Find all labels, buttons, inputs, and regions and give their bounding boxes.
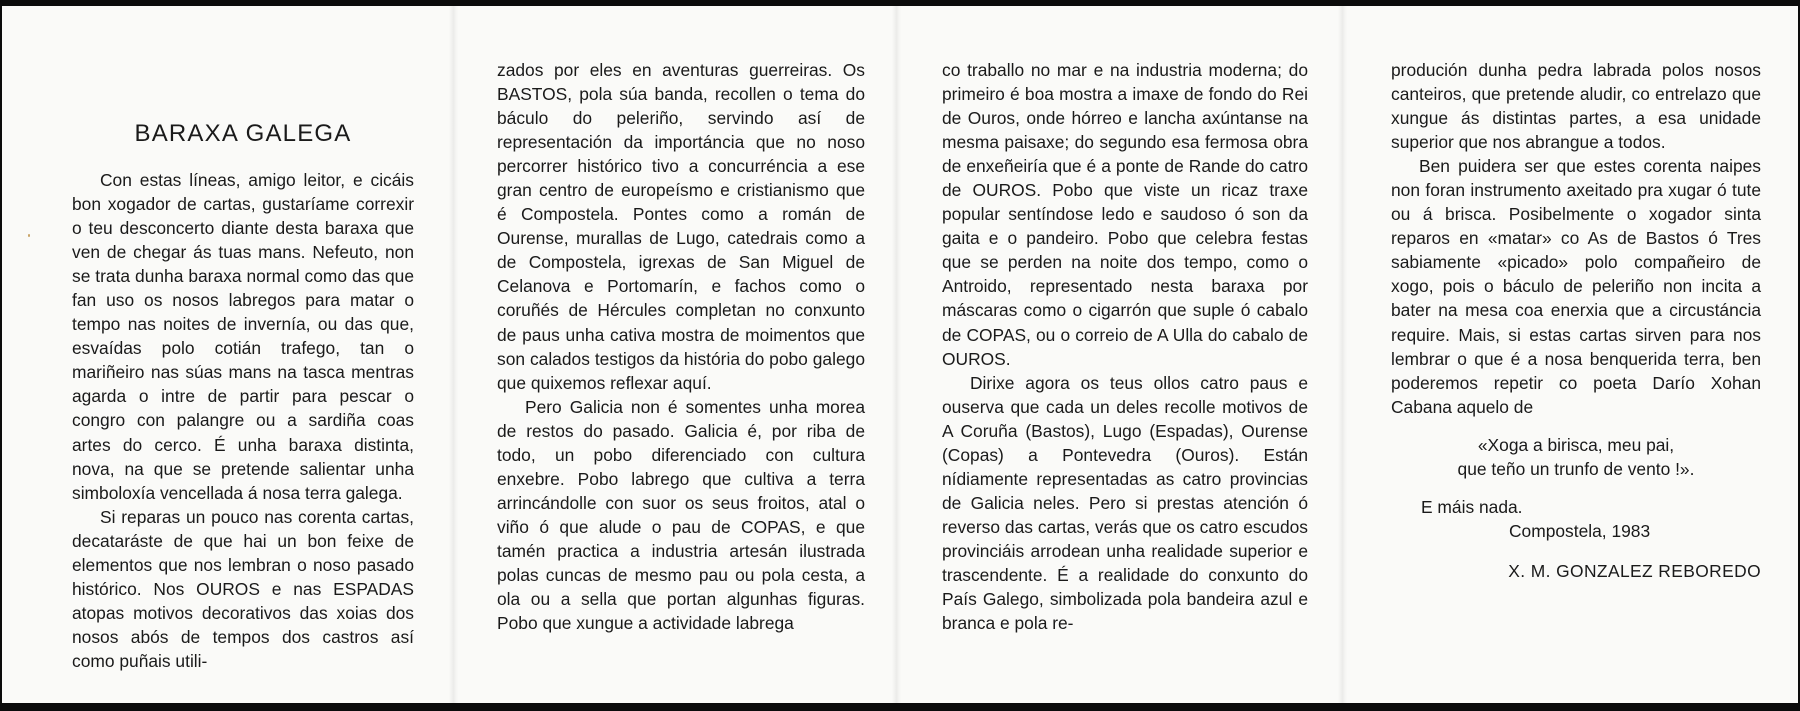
column-1: [72, 6, 414, 703]
fold-line: [892, 6, 902, 703]
paragraph: zados por eles en aventuras guerreiras. Os BASTOS, pola súa banda, recollen o tema do báculo do peleriño, servindo así de representación da importáncia que no noso percorrer histórico tivo a concurréncia a ese gran centro de europeísmo e cristianismo que é Compostela. Pontes como a román de Ourense, murallas de Lugo, catedrais como a de Compostela, igrexas de San Miguel de Celanova e Portomarín, e fachos como o coruñés de Hércules completan no conxunto de paus unha cativa mostra de moimentos que son calados testigos da história do pobo galego que quixemos reflexar aquí.: [497, 60, 865, 393]
column-2: [497, 6, 865, 703]
paragraph: Si reparas un pouco nas corenta cartas, decataráste de que hai un bon feixe de elementos que nos lembran o noso pasado histórico. Nos OUROS e nas ESPADAS atopas motivos decorativos das xoias dos nosos abós de tempos dos castros así como puñais utili-: [72, 506, 414, 671]
paragraph: Ben puidera ser que estes corenta naipes non foran instrumento axeitado pra xugar ó tute ou á brisca. Posibelmente o xogador sinta reparos en «matar» co As de Bastos ó Tres sabiamente «picado» polo compañeiro de xogo, pois o báculo de peleriño non incita a bater na mesa coa enerxia que a circustáncia require. Mais, si estas cartas sirven para nos lembrar o que é a nosa benquerida terra, ben poderemos repetir co poeta Darío Xohan Cabana aquelo de: [1391, 156, 1761, 417]
column-4: [1391, 6, 1761, 703]
paragraph: produción dunha pedra labrada polos nosos canteiros, que pretende aludir, co entrelazo que xungue ás distintas partes, a esa unidade superior que nos abrangue a todos.: [1391, 60, 1761, 153]
leaflet-page: [2, 6, 1798, 703]
quote-line: que teño un trunfo de vento !».: [1457, 458, 1695, 479]
paragraph: co traballo no mar e na industria moderna; do primeiro é boa mostra a imaxe de fondo do Rei de Ouros, onde hórreo e lancha axúntanse na mesma paisaxe; do segundo esa fermosa obra de enxeñeiría que é a ponte de Rande do catro de OUROS. Pobo que viste un ricaz traxe popular sentíndose ledo e saudoso ó son da gaita e o pandeiro. Pobo que celebra festas que se perden na noite dos tempo, como o Antroido, representado nesta baraxa por máscaras como o cigarrón que suple ó cabalo de COPAS, ou o correio de A Ulla do cabalo de OUROS.: [942, 60, 1308, 369]
paragraph: Con estas líneas, amigo leitor, e cicáis bon xogador de cartas, gustaríame correxir o teu desconcerto diante desta baraxa que ven de chegar ás tuas mans. Nefeuto, non se trata dunha baraxa normal como das que fan uso os nosos labregos para matar o tempo nas noites de invernía, ou das que, esvaídas polo cotián trafego, tan o mariñeiro nas súas mans na tasca mentras agarda o intre de partir para pescar o congro con palangre ou a sardiña coas artes do cerco. É unha baraxa distinta, nova, na que se pretende salientar unha simboloxía vencellada á nosa terra galega.: [72, 170, 414, 503]
author-signature: X. M. GONZALEZ REBOREDO: [1508, 560, 1761, 581]
fold-line: [449, 6, 459, 703]
paper-speck: [28, 234, 30, 237]
fold-line: [1338, 6, 1348, 703]
quote-line: «Xoga a birisca, meu pai,: [1477, 434, 1675, 455]
closing-text: E máis nada.: [1421, 496, 1523, 517]
poem-quote: [1391, 433, 1761, 481]
document-title: BARAXA GALEGA: [134, 120, 352, 147]
paragraph: Dirixe agora os teus ollos catro paus e ouserva que cada un deles recolle motivos de A Coruña (Bastos), Lugo (Espadas), Ourense (Copas) a Pontevedra (Ouros). Están nídiamente representadas as catro provincias de Galicia neles. Pero si prestas atención ó reverso das cartas, verás que os catro escudos provinciáis arrodean unha realidade superior e trascendente. É a realidade do conxunto do País Galego, simbolizada pola bandeira azul e branca e pola re-: [942, 372, 1308, 634]
column-3: [942, 6, 1308, 703]
place-date: Compostela, 1983: [1509, 520, 1651, 541]
paragraph: Pero Galicia non é somentes unha morea de restos do pasado. Galicia é, por riba de todo, un pobo diferenciado con cultura enxebre. Pobo labrego que cultiva a terra arrincándolle con suor os seus froitos, atal o viño ó que alude o pau de COPAS, e que tamén practica a industria artesán ilustrada polas cuncas de mesmo pau ou pola cesta, a ola ou a sella que portan algunhas figuras. Pobo que xungue a actividade labrega: [497, 396, 865, 634]
